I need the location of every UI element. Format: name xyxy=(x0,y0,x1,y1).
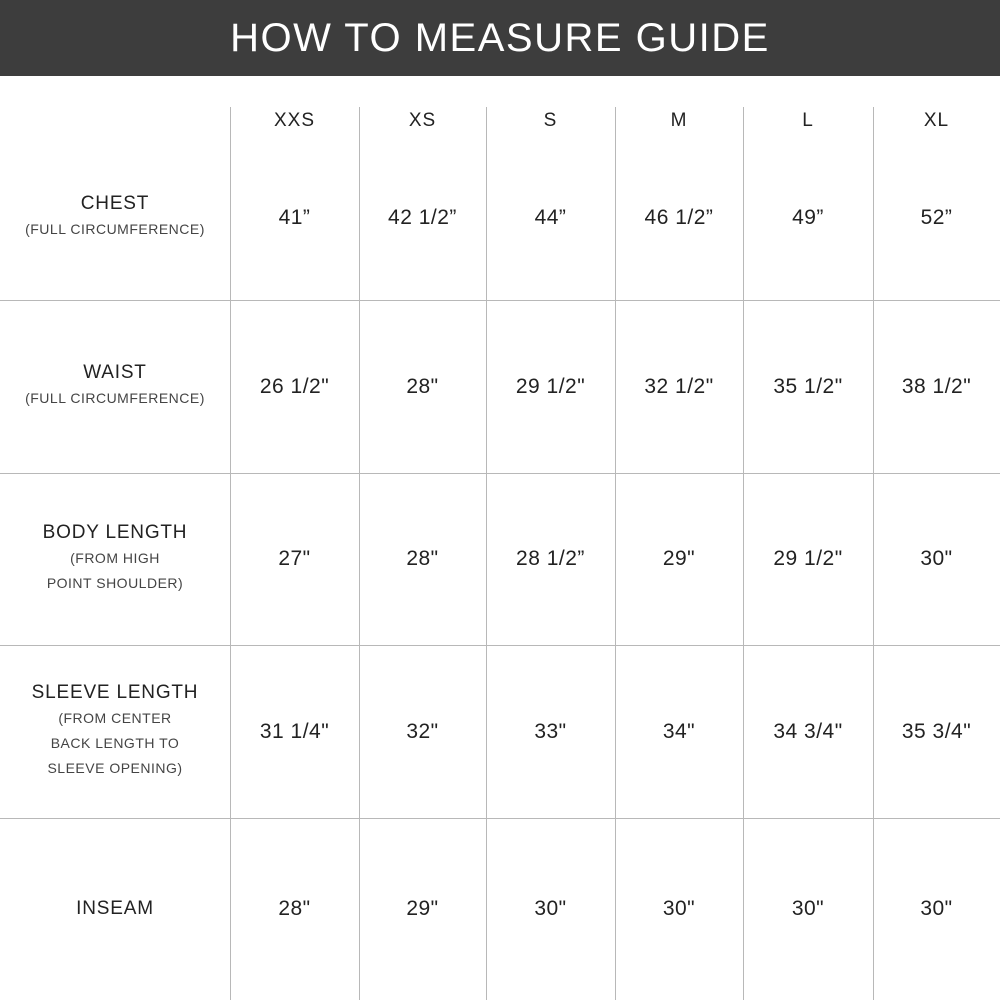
row-label-cell xyxy=(0,135,230,300)
measurement-value: 42 1/2” xyxy=(388,205,457,229)
row-label xyxy=(25,193,205,242)
measurement-name: INSEAM xyxy=(76,898,154,919)
row-label-cell xyxy=(0,818,230,1000)
measurement-value: 30" xyxy=(662,897,696,920)
measurement-value: 27" xyxy=(278,547,311,570)
measurement-name: CHEST xyxy=(80,193,150,214)
size-header: XXS xyxy=(273,110,316,131)
measurement-value: 41” xyxy=(278,205,311,229)
measurement-value: 35 3/4" xyxy=(901,719,972,743)
page-title: HOW TO MEASURE GUIDE xyxy=(230,15,770,60)
measurement-value: 30" xyxy=(920,547,953,570)
size-header: S xyxy=(543,110,558,131)
measurement-value: 30" xyxy=(534,897,567,920)
measurement-value: 34 3/4" xyxy=(773,719,843,743)
measurement-value: 49” xyxy=(792,205,824,229)
measurement-value: 28 1/2” xyxy=(516,547,585,570)
measurement-note: (FULL CIRCUMFERENCE) xyxy=(25,221,205,237)
size-header: XS xyxy=(408,110,437,131)
row-label xyxy=(76,898,154,920)
row-label-cell xyxy=(0,300,230,473)
measurement-note: (FROM HIGH POINT SHOULDER) xyxy=(46,550,184,591)
measurement-value: 31 1/4" xyxy=(259,719,330,743)
measurement-value: 30" xyxy=(920,897,953,920)
measurement-value: 28" xyxy=(406,547,439,570)
measurement-name: BODY LENGTH xyxy=(42,522,188,543)
measurement-value: 28" xyxy=(406,374,439,398)
measurement-value: 32" xyxy=(406,719,439,743)
measurement-value: 28" xyxy=(278,897,311,920)
measurement-name: WAIST xyxy=(83,362,147,383)
measurement-value: 29 1/2" xyxy=(515,374,586,398)
row-label xyxy=(32,682,199,781)
measurement-value: 35 1/2" xyxy=(773,374,843,398)
measurement-note: (FULL CIRCUMFERENCE) xyxy=(25,390,205,406)
header-bar xyxy=(0,0,1000,76)
measurement-value: 44” xyxy=(534,205,567,229)
measurement-value: 26 1/2" xyxy=(259,374,330,398)
measurement-value: 52” xyxy=(920,205,953,229)
size-header: L xyxy=(802,110,814,131)
measurement-value: 30" xyxy=(791,897,825,920)
row-label xyxy=(43,522,188,596)
row-label-cell xyxy=(0,645,230,818)
measurement-value: 29" xyxy=(406,897,439,920)
size-header: M xyxy=(670,110,688,131)
row-label-cell xyxy=(0,473,230,645)
measurement-value: 34" xyxy=(662,719,696,743)
measurement-value: 46 1/2” xyxy=(644,205,714,229)
measurement-value: 29 1/2" xyxy=(773,547,843,570)
size-header: XL xyxy=(923,110,950,131)
row-label xyxy=(25,362,205,411)
measurement-note: (FROM CENTER BACK LENGTH TO SLEEVE OPENING) xyxy=(47,710,183,776)
measurement-value: 38 1/2" xyxy=(901,374,972,398)
measurement-value: 32 1/2" xyxy=(644,374,714,398)
measurement-name: SLEEVE LENGTH xyxy=(31,682,199,703)
measurement-value: 29" xyxy=(662,547,696,570)
measurement-value: 33" xyxy=(534,719,567,743)
